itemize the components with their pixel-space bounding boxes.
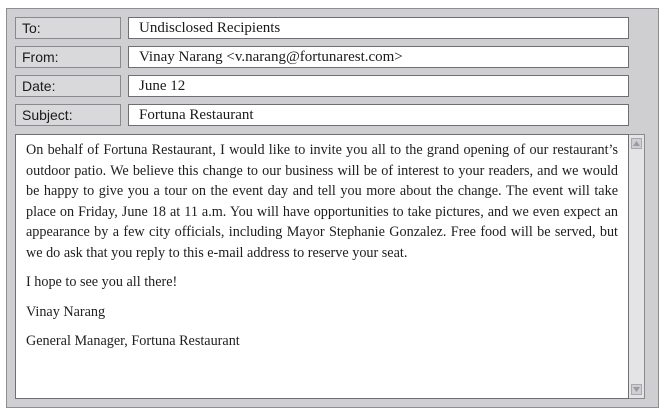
- subject-field[interactable]: Fortuna Restaurant: [128, 104, 629, 126]
- subject-label: Subject:: [15, 104, 121, 126]
- from-row: [15, 46, 649, 68]
- to-field[interactable]: Undisclosed Recipients: [128, 17, 629, 39]
- signature-name: Vinay Narang: [26, 303, 106, 320]
- date-row: [15, 75, 649, 97]
- body-paragraph-invitation: On behalf of Fortuna Restaurant, I would like to invite you all to the grand opening of our restaurant’s outdoor patio. We believe this change to our business will be of interest to your readers, and we would be happy to give you a tour on the event day and tell you more about the change. The event will take place on Friday, June 18 at 11 a.m. You will have opportunities to take pictures, and we even expect an appearance by a few city officials, including Mayor Stephanie Gonzalez. Free food will be served, but we do ask that you reply to this e-mail address to reserve your seat.: [26, 142, 618, 261]
- scroll-up-arrow-icon[interactable]: [631, 138, 642, 149]
- body-paragraph-closing: I hope to see you all there!: [26, 274, 178, 290]
- date-label: Date:: [15, 75, 121, 97]
- from-field[interactable]: Vinay Narang <v.narang@fortunarest.com>: [128, 46, 629, 68]
- from-label: From:: [15, 46, 121, 68]
- date-field[interactable]: June 12: [128, 75, 629, 97]
- message-body[interactable]: [15, 134, 629, 399]
- email-window: [6, 8, 659, 408]
- to-label: To:: [15, 17, 121, 39]
- scroll-down-arrow-icon[interactable]: [631, 384, 642, 395]
- to-row: [15, 17, 649, 39]
- vertical-scrollbar[interactable]: [629, 134, 645, 399]
- subject-row: [15, 104, 649, 126]
- signature-title: General Manager, Fortuna Restaurant: [26, 333, 240, 349]
